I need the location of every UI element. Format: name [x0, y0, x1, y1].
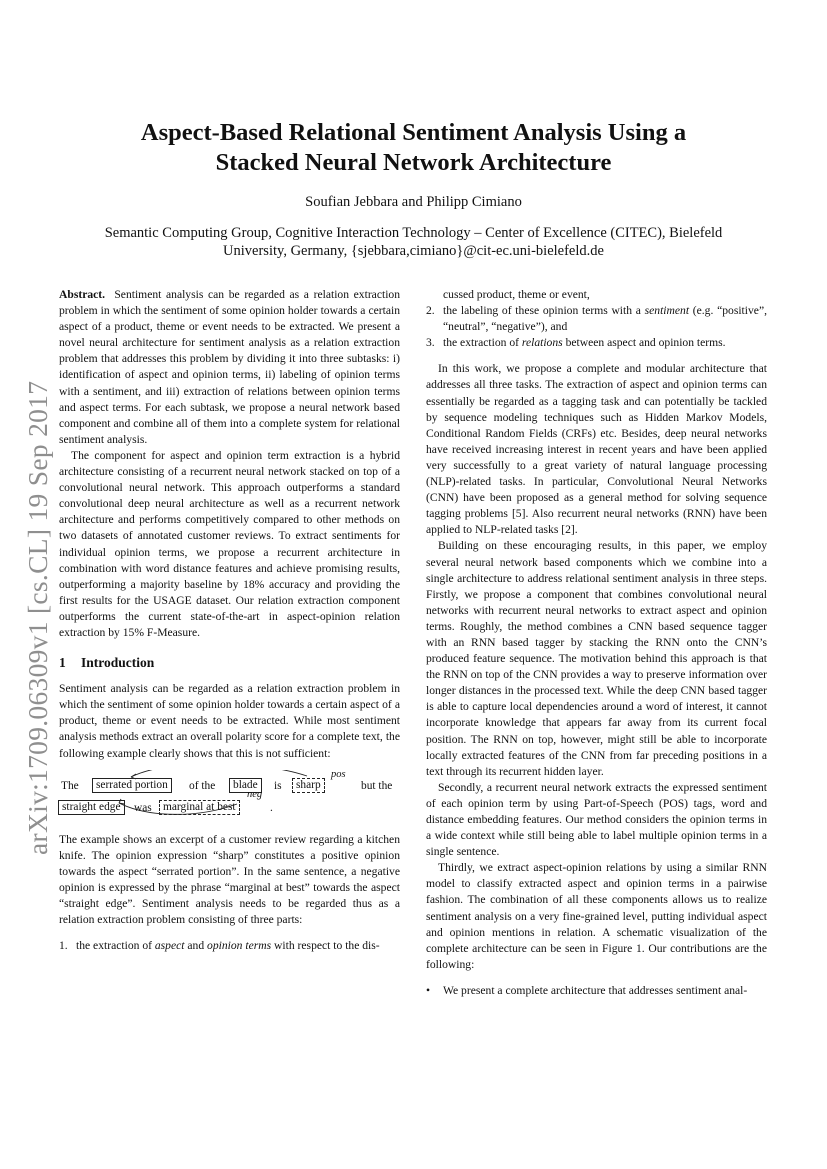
- right-paragraph-4: Thirdly, we extract aspect-opinion relations by using a similar RNN model to classify extracted aspect and opinion terms in a pairwise fashion. The combination of all these components allows us to realize sentiment analysis on a very fine-grained level, putting individual aspect and opinion mentions in relation. A schematic visualization of the complete architecture can be seen in Figure 1. Our contributions are the following:: [426, 861, 767, 971]
- affiliation: [60, 224, 767, 260]
- title-line-1: Aspect-Based Relational Sentiment Analysis Using a: [140, 119, 687, 146]
- aspect-blade: blade: [229, 778, 262, 793]
- word-of-the: of the: [189, 779, 216, 792]
- word-but-the: but the: [361, 779, 393, 792]
- task-num-1: 1.: [59, 939, 68, 953]
- task-3-text-a: the extraction of: [443, 336, 522, 350]
- title-line-2: Stacked Neural Network Architecture: [215, 149, 612, 176]
- contributions-list: [426, 983, 767, 999]
- affiliation-line-2: University, Germany, {sjebbara,cimiano}@cit-ec.uni-bielefeld.de: [223, 243, 604, 259]
- example-period: .: [270, 801, 273, 814]
- task-item-1: [59, 938, 400, 954]
- task-3-em-relations: relations: [521, 336, 563, 350]
- task-num-2: 2.: [426, 304, 435, 318]
- arxiv-stamp: arXiv:1709.06309v1 [cs.CL] 19 Sep 2017: [22, 380, 53, 855]
- task-list-start: [59, 938, 400, 954]
- arc-serrated-to-sharp: [131, 770, 307, 777]
- right-paragraph-1: In this work, we propose a complete and modular architecture that addresses all three tasks. The extraction of aspect and opinion terms can essentially be regarded as a tagging task and can potentially be tackled by sequence modeling techniques such as Hidden Markov Models, Conditional Random Fields (CRFs) etc. Besides, deep neural networks have received increasing interest in recent years and have been applied very successfully to a great variety of natural language processing (NLP)-related tasks. In particular, Convolutional Neural Networks (CNN) have been proposed as a general method for solving sequence tagging problems [5]. Also recurrent neural networks (RNN) have been applied to NLP-related tasks [2].: [426, 362, 767, 537]
- right-paragraph-2: Building on these encouraging results, in this paper, we employ several neural network based components which we combine into a single architecture to address relational sentiment analysis in three steps. Firstly, we propose a component that combines convolutional neural networks with recurrent neural networks to extract aspect and opinion terms. Roughly, the method combines a CNN based sequence tagger with an RNN based tagger by stacking the RNN onto the CNN’s produced feature sequence. The motivation behind this approach is that the RNN on top of the CNN provides a way to preserve information over longer distances in the processed text. While the deep CNN based tagger is able to capture local dependencies around a word of interest, it cannot incorporate knowledge that appears far away from its current focal position. The RNN on top, however, might still be able to incorporate locally extracted features of the CNN from far preceding positions in a text through its recurrent hidden layer.: [426, 539, 767, 778]
- abstract-text-1: Sentiment analysis can be regarded as a relation extraction problem in which the sentiment of some opinion holder towards a certain aspect of a product, theme or event needs to be extracted. We present a novel neural architecture for sentiment analysis as a relation extraction problem that addresses this problem by dividing it into three subtasks: i) identification of aspect and opinion terms, ii) labeling of opinion terms with a sentiment, and iii) extraction of relations between opinion terms and aspect terms. For each subtask, we propose a neural network based component and combine all of them into a complete system for relational sentiment analysis.: [59, 288, 401, 446]
- task-1-text-c: with respect to the dis-: [271, 939, 380, 953]
- task-2-text-a: the labeling of these opinion terms with a: [443, 304, 645, 318]
- task-2-em-sentiment: sentiment: [644, 304, 690, 318]
- task-item-1-continued: cussed product, theme or event,: [443, 288, 590, 301]
- word-the: The: [61, 779, 79, 792]
- sentiment-neg: neg: [247, 788, 263, 800]
- abstract-paragraph-2: The component for aspect and opinion term extraction is a hybrid architecture consisting of a recurrent neural network stacked on top of a convolutional neural network. This approach outperforms a standard convolutional deep neural architecture as well as a recurrent network architecture and performs competitively compared to other methods on two datasets of annotated customer reviews. To extract sentiments for individual opinion terms, we propose a recurrent architecture in combination with word distance features and achieve promising results, outperforming a majority baseline by 18% accuracy and providing the first results for the USAGE dataset. Our relation extraction component outperforms the current state-of-the-art in aspect-opinion relation extraction by 15% F-Measure.: [59, 448, 400, 639]
- task-item-2: [426, 303, 767, 335]
- contribution-item-1: [426, 983, 767, 999]
- paper-title: [60, 118, 767, 178]
- abstract-label: Abstract.: [59, 288, 106, 301]
- example-sentence: [59, 770, 400, 822]
- affiliation-line-1: Semantic Computing Group, Cognitive Interaction Technology – Center of Excellence (CITEC), Bielefeld: [104, 225, 723, 241]
- section-number: 1: [59, 655, 66, 671]
- authors: Soufian Jebbara and Philipp Cimiano: [305, 194, 522, 210]
- task-list-continued: [426, 303, 767, 351]
- bullet-icon: •: [426, 983, 431, 997]
- abstract-paragraph-1: [59, 287, 400, 448]
- section-title: Introduction: [81, 655, 155, 671]
- task-2-text-b: (e.g. “positive”, “neutral”, “negative”), and: [443, 304, 767, 334]
- right-paragraph-3: Secondly, a recurrent neural network extracts the expressed sentiment of each opinion term by using Part-of-Speech (POS) tags, word and distance embedding features. Our method considers the opinion terms in a wide context while still being able to label multiple opinion terms in a single sentence.: [426, 780, 767, 859]
- opinion-marginal-at-best: marginal at best: [159, 800, 240, 815]
- intro-paragraph-1: Sentiment analysis can be regarded as a relation extraction problem in which the sentiment of some opinion holder towards a certain aspect of a product, theme or event needs to be extracted. While most sentiment analysis methods extract an overall polarity score for a complete text, the following example clearly shows that this is not sufficient:: [59, 682, 400, 760]
- word-was: was: [134, 801, 152, 814]
- task-1-em-opinion: opinion terms: [207, 939, 272, 953]
- task-item-3: [426, 335, 767, 351]
- sentiment-pos: pos: [331, 768, 346, 780]
- right-column: [426, 287, 767, 999]
- task-1-text-b: and: [184, 939, 208, 953]
- opinion-sharp: sharp: [292, 778, 325, 793]
- intro-paragraph-2: The example shows an excerpt of a customer review regarding a kitchen knife. The opinion expression “sharp” constitutes a positive opinion towards the aspect “serrated portion”. In the same sentence, a negative opinion is expressed by the phrase “marginal at best” towards the aspect “straight edge”. Sentiment analysis needs to be regarded thus as a relation extraction problem consisting of three parts:: [59, 832, 400, 927]
- section-heading: [59, 655, 400, 671]
- left-column: [59, 287, 400, 954]
- contribution-text-1: We present a complete architecture that addresses sentiment anal-: [443, 983, 748, 997]
- aspect-serrated-portion: serrated portion: [92, 778, 172, 793]
- task-num-3: 3.: [426, 336, 435, 350]
- task-3-text-b: between aspect and opinion terms.: [562, 336, 726, 350]
- word-is: is: [274, 779, 282, 792]
- task-1-text-a: the extraction of: [76, 939, 155, 953]
- aspect-straight-edge: straight edge: [58, 800, 125, 815]
- task-1-em-aspect: aspect: [154, 939, 185, 953]
